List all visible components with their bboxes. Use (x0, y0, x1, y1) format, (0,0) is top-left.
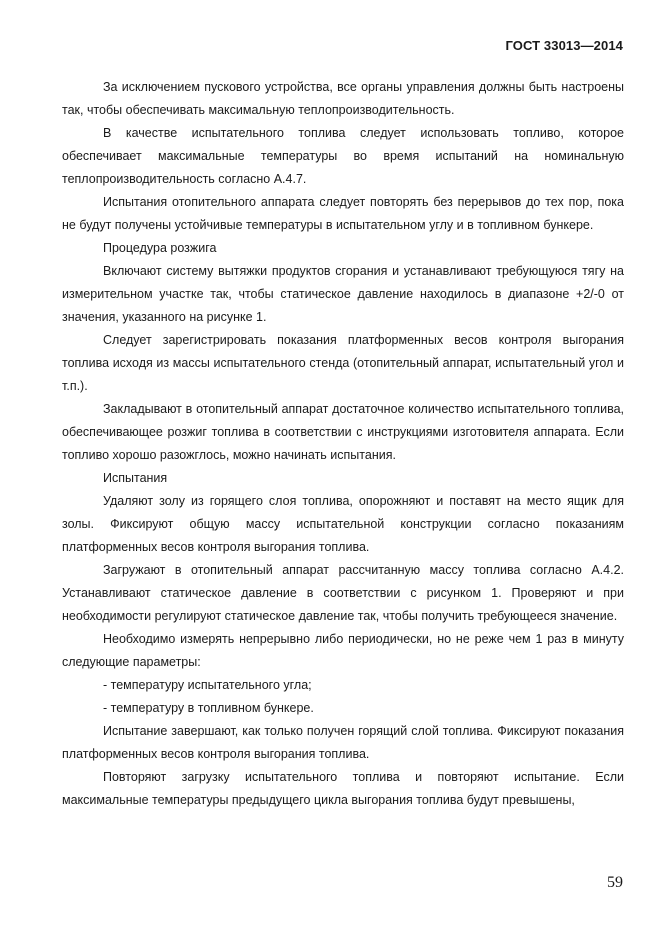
list-item: - температуру в топливном бункере. (103, 701, 314, 715)
paragraph: В качестве испытательного топлива следует использовать топливо, которое обеспечивает максимальные температуры во время испытаний на номинальную теплопроизводительность согласно А.4.7. (62, 126, 624, 186)
paragraph: Включают систему вытяжки продуктов сгорания и устанавливают требующуюся тягу на измерительном участке так, чтобы статическое давление находилось в диапазоне +2/-0 от значения, указанного на рисунке 1. (62, 264, 624, 324)
paragraph: Повторяют загрузку испытательного топлива и повторяют испытание. Если максимальные температуры предыдущего цикла выгорания топлива будут превышены, (62, 770, 624, 807)
paragraph: Испытания отопительного аппарата следует повторять без перерывов до тех пор, пока не будут получены устойчивые температуры в испытательном углу и в топливном бункере. (62, 195, 624, 232)
paragraph: Следует зарегистрировать показания платформенных весов контроля выгорания топлива исходя из массы испытательного стенда (отопительный аппарат, испытательный угол и т.п.). (62, 333, 624, 393)
paragraph: Испытание завершают, как только получен горящий слой топлива. Фиксируют показания платформенных весов контроля выгорания топлива. (62, 724, 624, 761)
section-heading-ignition: Процедура розжига (103, 241, 217, 255)
section-heading-tests: Испытания (103, 471, 168, 485)
paragraph: Удаляют золу из горящего слоя топлива, опорожняют и поставят на место ящик для золы. Фиксируют общую массу испытательной конструкции согласно показаниям платформенных весов контроля выгорания топлива. (62, 494, 624, 554)
paragraph: Загружают в отопительный аппарат рассчитанную массу топлива согласно А.4.2. Устанавливают статическое давление в соответствии с рисунком 1. Проверяют и при необходимости регулируют статическое давление так, чтобы получить требующееся значение. (62, 563, 624, 623)
paragraph: За исключением пускового устройства, все органы управления должны быть настроены так, чтобы обеспечивать максимальную теплопроизводительность. (62, 80, 624, 117)
body-text (62, 76, 624, 812)
page-number: 59 (607, 874, 623, 891)
standard-header: ГОСТ 33013—2014 (505, 38, 623, 53)
paragraph: Закладывают в отопительный аппарат достаточное количество испытательного топлива, обеспечивающее розжиг топлива в соответствии с инструкциями изготовителя аппарата. Если топливо хорошо разожглось, можно начинать испытания. (62, 402, 624, 462)
list-item: - температуру испытательного угла; (103, 678, 312, 692)
paragraph: Необходимо измерять непрерывно либо периодически, но не реже чем 1 раз в минуту следующие параметры: (62, 632, 624, 669)
